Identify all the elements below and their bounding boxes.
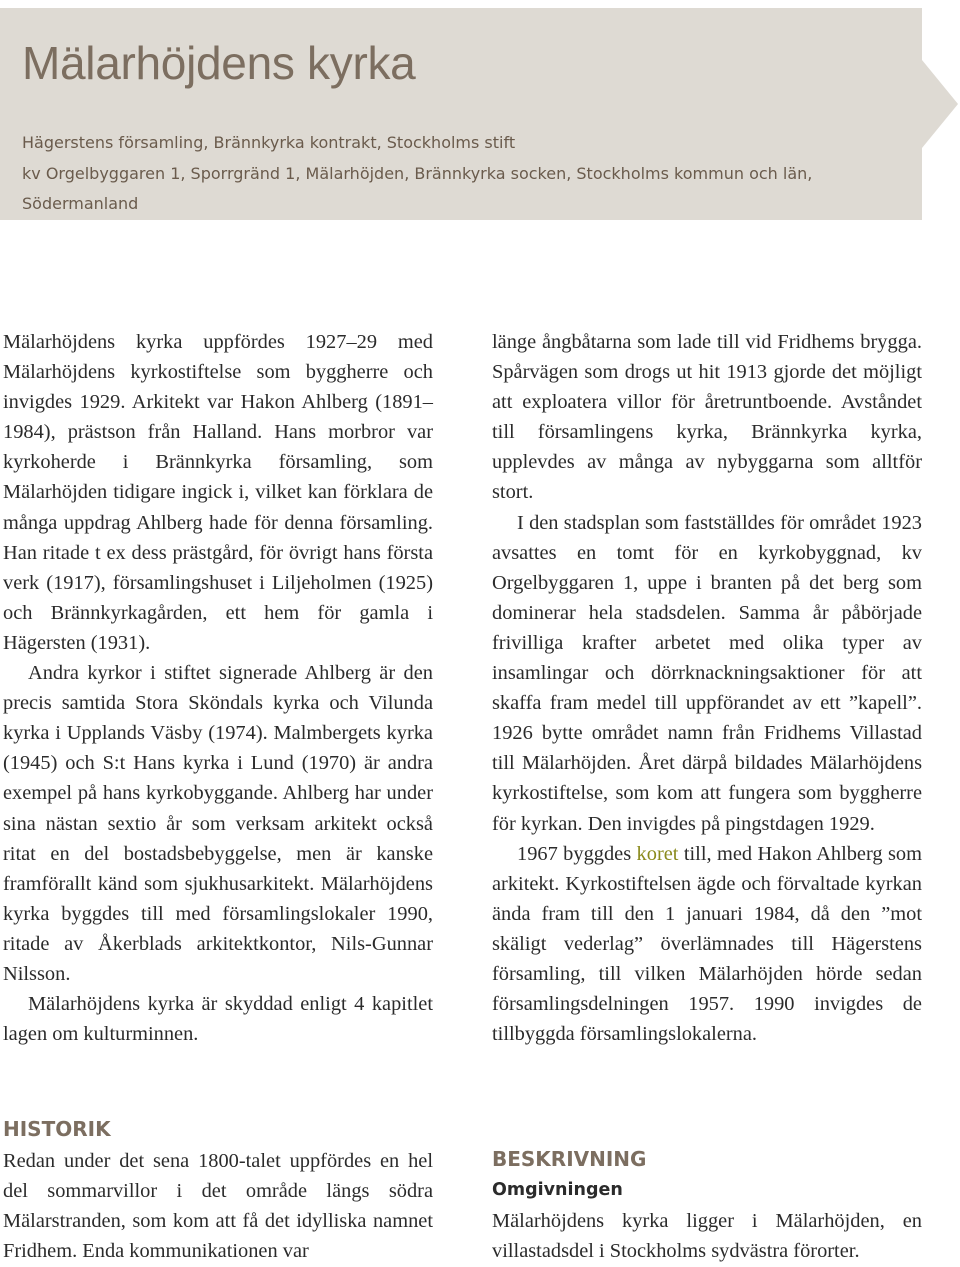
history-text-start: 1967 byggdes: [517, 842, 637, 865]
beskrivning-paragraph-1: Mälarhöjdens kyrka ligger i Mälarhöjden, en villastadsdel i Stockholms sydvästra förorter.: [492, 1210, 922, 1263]
koret-link[interactable]: koret: [636, 842, 679, 865]
history-paragraph-3: I den stadsplan som fastställdes för området 1923 avsattes en tomt för en kyrkobyggnad, kv Orgelbyggaren 1, uppe i branten på det berg som dominerar hela stadsdelen. Samma år påbörjade frivilliga krafter arbetet med olika typer av insamlingar och dörrknackningsaktioner för att skaffa fram medel till uppförandet av ett ”kapell”. 1926 bytte området namn från Fridhems Villastad till Mälarhöjden. Året därpå bildades Mälarhöjdens kyrkostiftelse, som kom att fungera som byggherre för kyrkan. Den invigdes på pingstdagen 1929.: [492, 511, 922, 835]
historik-heading: HISTORIK: [3, 1117, 111, 1141]
intro-paragraph-1: Mälarhöjdens kyrka uppfördes 1927–29 med Mälarhöjdens kyrkostiftelse som byggherre och invigdes 1929. Arkitekt var Hakon Ahlberg (1891–1984), prästson från Halland. Hans morbror var kyrkoherde i Brännkyrka församling, som Mälarhöjden tidigare ingick i, vilket kan förklara de många uppdrag Ahlberg hade för denna församling. Han ritade t ex dess prästgård, för övrigt hans första verk (1917), församlingshuset i Liljeholmen (1925) och Brännkyrkagården, ett hem för gamla i Hägersten (1931).: [3, 331, 433, 654]
meta-line-address: kv Orgelbyggaren 1, Sporrgränd 1, Mälarhöjden, Brännkyrka socken, Stockholms kommun och län,: [22, 163, 813, 183]
historik-paragraph-1: Redan under det sena 1800-talet uppfördes en hel del sommarvillor i det område längs södra Mälarstranden, som kom att få det idylliska namnet Fridhem. Enda kommunikationen var: [3, 1150, 433, 1263]
meta-line-parish: Hägerstens församling, Brännkyrka kontrakt, Stockholms stift: [22, 133, 516, 152]
meta-line-province: Södermanland: [22, 194, 139, 213]
omgivningen-subheading: Omgivningen: [492, 1180, 623, 1200]
intro-paragraph-3: Mälarhöjdens kyrka är skyddad enligt 4 kapitlet lagen om kulturminnen.: [3, 993, 433, 1046]
beskrivning-heading: BESKRIVNING: [492, 1147, 647, 1171]
page-title: Mälarhöjdens kyrka: [22, 37, 416, 89]
intro-paragraph-2: Andra kyrkor i stiftet signerade Ahlberg är den precis samtida Stora Sköndals kyrka och Vilunda kyrka i Upplands Väsby (1974). Malmbergets kyrka (1945) och S:t Hans kyrka i Lund (1970) är andra exempel på hans kyrkobyggande. Ahlberg har under sina nästan sextio år som verksam arkitekt också ritat en del bostadsbebyggelse, men är kanske framförallt känd som sjukhusarkitekt. Mälarhöjdens kyrka byggdes till med församlingslokaler 1990, ritade av Åkerblads arkitektkontor, Nils-Gunnar Nilsson.: [3, 662, 433, 985]
history-text-end: till, med Hakon Ahlberg som arkitekt. Kyrkostiftelsen ägde och förvaltade kyrkan ända fram till den 1 januari 1984, då den ”mot skäligt vederlag” överlämnades till Hägerstens församling, till vilken Mälarhöjden hörde sedan församlingsdelningen 1957. 1990 invigdes de tillbyggda församlingslokalerna.: [492, 842, 922, 1046]
header-arrow-icon: [922, 60, 958, 148]
historik-section: [3, 1146, 433, 1266]
history-paragraph-4: [492, 839, 922, 1050]
right-column: [492, 327, 922, 1049]
header-banner: [0, 8, 922, 220]
church-metadata: [22, 128, 902, 220]
left-column: [3, 327, 433, 1049]
beskrivning-section: [492, 1206, 922, 1266]
history-paragraph-2: länge ångbåtarna som lade till vid Fridhems brygga. Spårvägen som drogs ut hit 1913 gjorde det möjligt att exploatera villor för åretruntboende. Avståndet till församlingens kyrka, Brännkyrka kyrka, upplevdes av många av nybyggarna som alltför stort.: [492, 331, 922, 504]
